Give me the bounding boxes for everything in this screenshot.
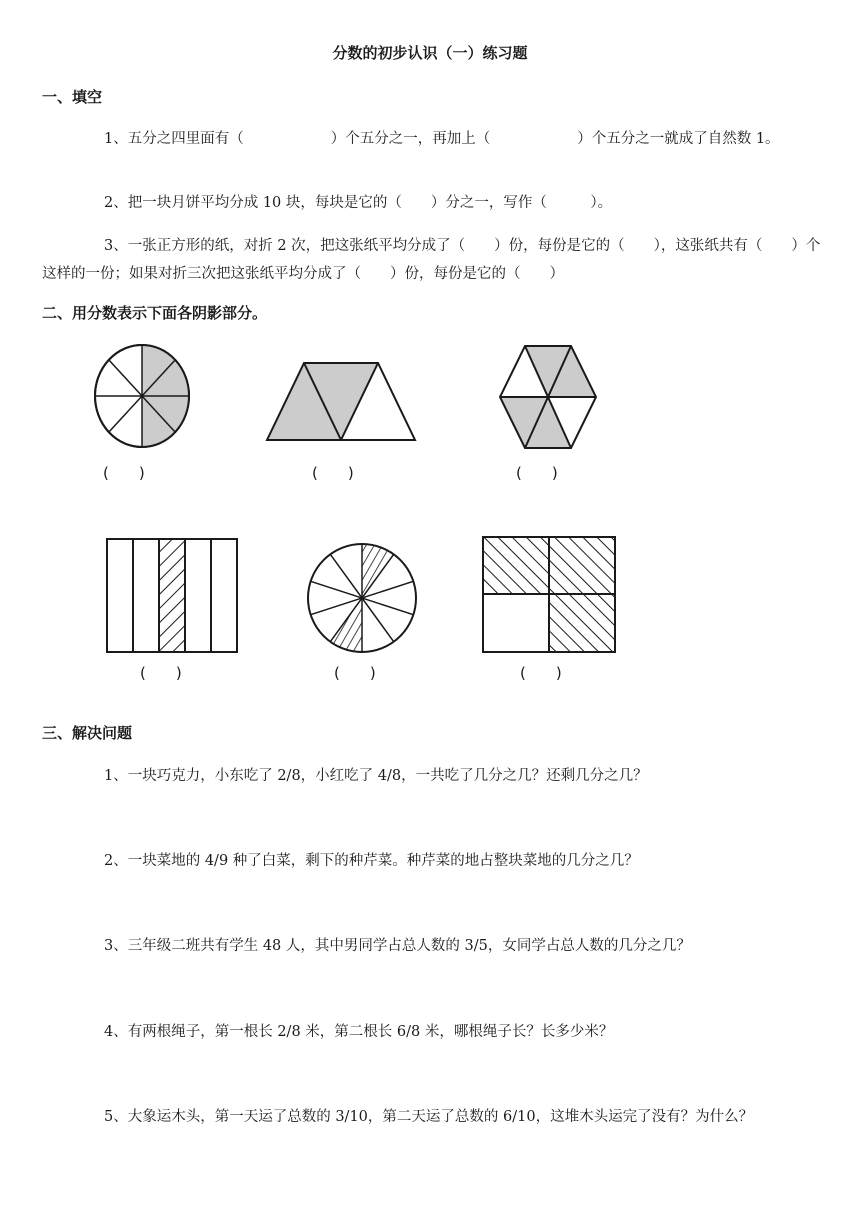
answer-blank-5: ( ) [334,664,376,682]
problem-5: 5、大象运木头，第一天运了总数的 3/10，第二天运了总数的 6/10，这堆木头运完了没有？为什么？ [104,1109,754,1125]
figure-hexagon-6-triangles [496,344,600,452]
problem-4: 4、有两根绳子，第一根长 2/8 米，第二根长 6/8 米，哪根绳子长？长多少米？ [104,1024,614,1040]
figure-trapezoid-3-triangles [264,360,418,444]
answer-blank-4: ( ) [140,664,182,682]
problem-2: 2、一块菜地的 4/9 种了白菜，剩下的种芹菜。种芹菜的地占整块菜地的几分之几？ [104,853,639,869]
problem-1: 1、一块巧克力，小东吃了 2/8，小红吃了 4/8，一共吃了几分之几？还剩几分之几？ [104,768,648,784]
section3-heading: 三、解决问题 [42,724,133,742]
page-title: 分数的初步认识（一）练习题 [332,44,528,62]
problem-3: 3、三年级二班共有学生 48 人，其中男同学占总人数的 3/5，女同学占总人数的几分之几？ [104,938,691,954]
fill-question-1: 1、五分之四里面有（ ）个五分之一，再加上（ ）个五分之一就成了自然数 1。 [104,131,780,147]
fill-question-3: 3、一张正方形的纸，对折 2 次，把这张纸平均分成了（ ）份，每份是它的（ ），这张纸共有（ ）个这样的一份；如果对折三次把这张纸平均分成了（ ）份，每份是它的（ ） [42,238,821,282]
answer-blank-2: ( ) [312,464,354,482]
fill-question-2: 2、把一块月饼平均分成 10 块，每块是它的（ ）分之一，写作（ ）。 [104,195,613,211]
figure-square-4-quarters [480,534,618,656]
section1-heading: 一、填空 [42,88,103,106]
figure-rectangle-5-strips [104,536,240,656]
answer-blank-6: ( ) [520,664,562,682]
figure-circle-10-sectors [304,540,420,656]
answer-blank-1: ( ) [103,464,145,482]
figure-circle-8-sectors [92,342,194,452]
section2-heading: 二、用分数表示下面各阴影部分。 [42,304,268,322]
answer-blank-3: ( ) [516,464,558,482]
